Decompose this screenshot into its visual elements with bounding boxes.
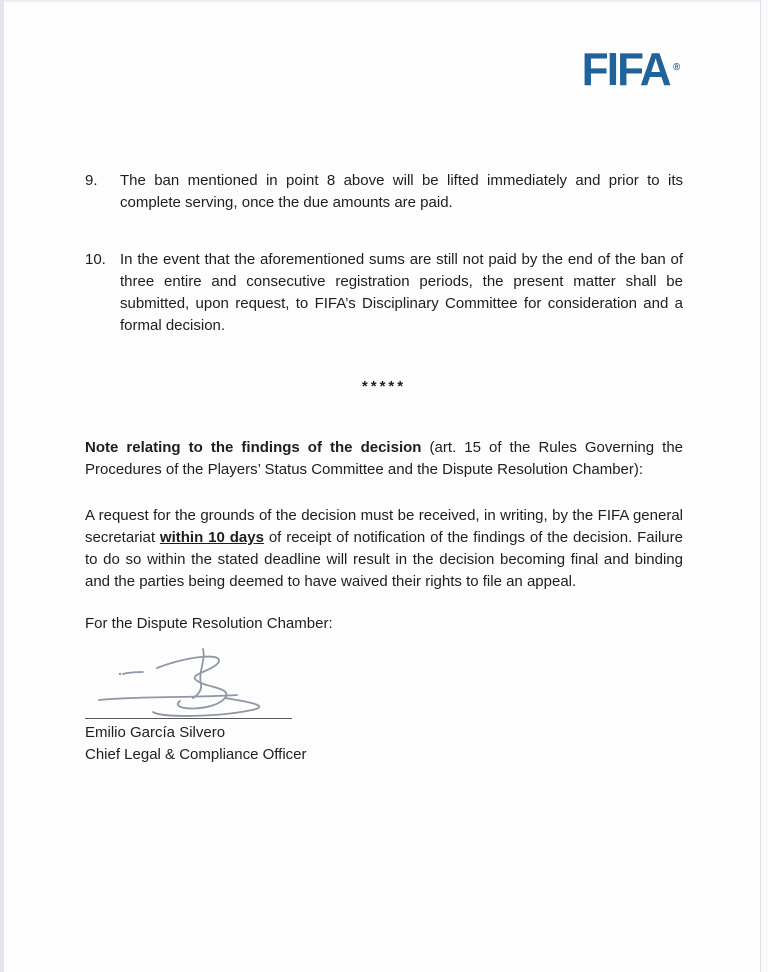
- point-text: In the event that the aforementioned sums are still not paid by the end of the ban of three entire and consecutive registration periods, the present matter shall be submitted, upon request, to FIFA’s Disciplinary Committee for consideration and a formal decision.: [120, 251, 683, 334]
- handwritten-signature: [95, 648, 310, 718]
- grounds-request-paragraph: [85, 505, 683, 593]
- scan-edge-left: [0, 0, 4, 972]
- closing-line: For the Dispute Resolution Chamber:: [85, 615, 333, 632]
- deadline-emphasis: within 10 days: [159, 529, 264, 546]
- request-text-part2: of receipt of notification of the findings of the decision. Failure to do so within the stated deadline will result in the decision becoming final and binding and the parties being deemed to have waived their rights to file an appeal.: [85, 529, 683, 590]
- asterisk-separator: *****: [361, 378, 407, 395]
- note-paragraph: [85, 437, 683, 481]
- fifa-logo: [581, 43, 681, 95]
- note-heading-rest: (art. 15 of the Rules Governing the Procedures of the Players’ Status Committee and the Dispute Resolution Chamber):: [85, 439, 683, 478]
- point-number: 10.: [85, 251, 106, 268]
- registered-trademark-mark: ®: [673, 62, 681, 73]
- fifa-logo-text: FIFA: [581, 43, 670, 95]
- point-text: The ban mentioned in point 8 above will be lifted immediately and prior to its complete serving, once the due amounts are paid.: [120, 172, 683, 211]
- point-number: 9.: [85, 172, 98, 189]
- note-heading-bold: Note relating to the findings of the decision: [85, 439, 422, 456]
- scan-edge-top: [0, 0, 768, 2]
- scan-edge-right: [760, 0, 768, 972]
- signatory-name: Emilio García Silvero: [85, 724, 226, 741]
- request-text-part1: A request for the grounds of the decision must be received, in writing, by the FIFA general secretariat: [85, 507, 683, 546]
- signature-block: [93, 650, 683, 714]
- signature-line: [85, 718, 292, 719]
- signatory-title: Chief Legal & Compliance Officer: [85, 746, 307, 763]
- letter-body: [0, 170, 768, 766]
- letterhead: [0, 0, 768, 94]
- numbered-point-9: [85, 170, 683, 214]
- numbered-point-10: [85, 249, 683, 337]
